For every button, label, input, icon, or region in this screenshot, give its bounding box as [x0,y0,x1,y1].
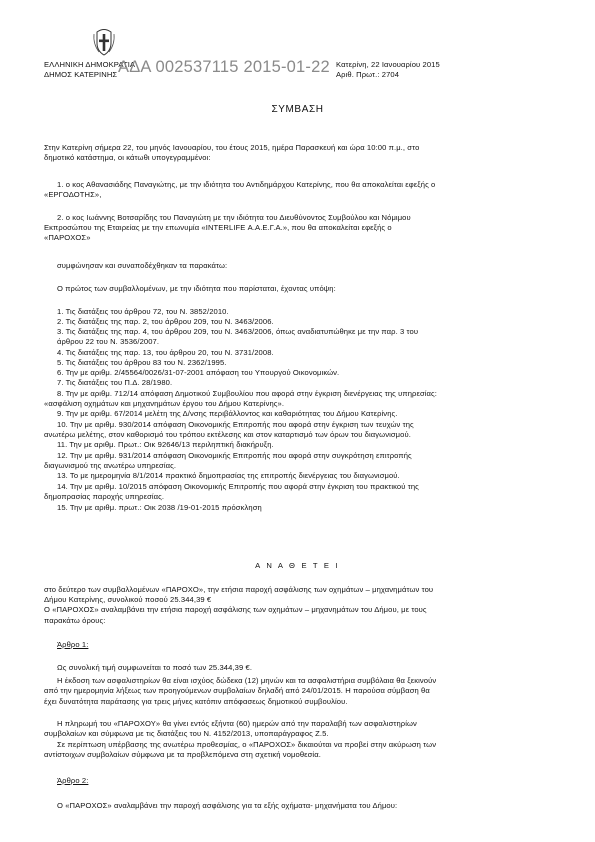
article1-p2-line-1: Η πληρωμή του «ΠΑΡΟΧΟΥ» θα γίνει εντός εξήντα (60) ημερών από την παραλαβή των ασφαλιστηρίων [57,719,417,728]
party2-line-1: 2. ο κος Ιωάννης Βοτσαρίδης του Παναγιώτη με την ιδιότητα του Διευθύνοντος Συμβούλου και Νόμιμου [57,213,411,222]
party2-line-3: «ΠΑΡΟΧΟΣ» [44,233,91,242]
intro-line-1: Στην Κατερίνη σήμερα 22, του μηνός Ιανουαρίου, του έτους 2015, ημέρα Παρασκευή και ώρα 10:00 π.μ., στο [44,143,420,152]
party1-line-2: «ΕΡΓΟΔΟΤΗΣ», [44,190,102,199]
assign-line-3: Ο «ΠΑΡΟΧΟΣ» αναλαμβάνει την ετήσια παροχή ασφάλισης των οχημάτων – μηχανημάτων του Δήμου, με τους [44,605,427,614]
article1-p2-line-3: Σε περίπτωση υπέρβασης της ανωτέρω προθεσμίας, ο «ΠΑΡΟΧΟΣ» δικαιούται να προβεί στην ακύρωση των [57,740,437,749]
list-item: 2. Τις διατάξεις της παρ. 2, του άρθρου 209, του Ν. 3463/2006. [57,317,274,326]
document-title: ΣΥΜΒΑΣΗ [271,104,324,115]
article1-p1-line-3: έχει δυνατότητα παράτασης για τρεις μήνες κατόπιν απόφασεως δημοτικού συμβουλίου. [44,697,348,706]
list-item: 10. Την με αριθμ. 930/2014 απόφαση Οικονομικής Επιτροπής που αφορά στην έγκριση των τευχών της [57,420,414,429]
assigns-heading: Α Ν Α Θ Ε Τ Ε Ι [255,561,340,570]
list-item: άρθρου 22 του Ν. 3536/2007. [57,337,160,346]
list-item: διαγωνισμού της ανωτέρω υπηρεσίας. [44,461,177,470]
list-item: 1. Τις διατάξεις του άρθρου 72, του Ν. 3852/2010. [57,307,229,316]
article1-price: Ως συνολική τιμή συμφωνείται το ποσό των 25.344,39 €. [57,663,253,672]
list-item: 7. Τις διατάξεις του Π.Δ. 28/1980. [57,378,173,387]
list-item: 3. Τις διατάξεις της παρ. 4, του άρθρου 209, του Ν. 3463/2006, όπως αναδιατυπώθηκε με την παρ. 3 του [57,327,419,336]
list-item: 14. Την με αριθμ. 10/2015 απόφαση Οικονομικής Επιτροπής που αφορά στην έγκριση του πρακτικού της [57,482,419,491]
greek-coat-of-arms-icon [92,28,116,56]
ada-watermark: ΑΔΑ 002537115 2015-01-22 [118,58,330,76]
list-item: 9. Την με αριθμ. 67/2014 μελέτη της Δ/νσης περιβάλλοντος και καθαριότητας του Δήμου Κατερίνης. [57,409,398,418]
list-item: 11. Την με αριθμ. Πρωτ.: Οικ 92646/13 περιληπτική διακήρυξη. [57,440,274,449]
article1-p2-line-2: συμβολαίων και σύμφωνα με τις διατάξεις του Ν. 4152/2013, υποπαράγραφος Ζ.5. [44,729,329,738]
assign-line-2: Δήμου Κατερίνης, συνολικού ποσού 25.344,39 € [44,595,212,604]
article2-text: Ο «ΠΑΡΟΧΟΣ» αναλαμβάνει την παροχή ασφάλισης για τα εξής οχήματα- μηχανήματα του Δήμου: [57,801,398,810]
list-item: 15. Την με αριθμ. πρωτ.: Οικ 2038 /19-01-2015 πρόσκληση [57,503,262,512]
org-line-1: ΕΛΛΗΝΙΚΗ ΔΗΜΟΚΡΑΤΙΑ [44,60,136,69]
list-item: 12. Την με αριθμ. 931/2014 απόφαση Οικονομικής Επιτροπής που αφορά στην συγκρότηση επιτροπής [57,451,412,460]
article1-p1-line-1: Η έκδοση των ασφαλιστηρίων θα είναι ισχύος δώδεκα (12) μηνών και τα ασφαλιστήρια συμβόλαια θα ξεκινούν [57,676,437,685]
list-item: ανωτέρω μελέτης, στον καθορισμό του τρόπου εκτέλεσης και στον καταρτισμό των όρων του διαγωνισμού. [44,430,411,439]
assign-line-4: παρακάτω όρους: [44,616,106,625]
document-date: Κατερίνη, 22 Ιανουαρίου 2015 [336,60,440,69]
list-item: 6. Την με αριθμ. 2/45564/0026/31-07-2001 απόφαση του Υπουργού Οικονομικών. [57,368,340,377]
party2-line-2: Εκπροσώπου της Εταιρείας με την επωνυμία «INTERLIFE Α.Α.Ε.Γ.Α.», που θα αποκαλείται εφεξής ο [44,223,392,232]
list-item: 4. Τις διατάξεις της παρ. 13, του άρθρου 20, του Ν. 3731/2008. [57,348,274,357]
list-item: 5. Τις διατάξεις του άρθρου 83 του Ν. 2362/1995. [57,358,227,367]
article2-heading: Άρθρο 2: [57,776,89,785]
article1-p2-line-4: αντίστοιχων συμβολαίων σύμφωνα με τα προβλεπόμενα στη σχετική νομοθεσία. [44,750,321,759]
agreed-line: συμφώνησαν και συναποδέχθηκαν τα παρακάτω: [57,261,228,270]
list-item: δημοπρασίας παροχής υπηρεσίας. [44,492,165,501]
article1-heading: Άρθρο 1: [57,640,89,649]
org-line-2: ΔΗΜΟΣ ΚΑΤΕΡΙΝΗΣ [44,70,118,79]
list-item: 13. Το με ημερομηνία 8/1/2014 πρακτικό δημοπρασίας της επιτροπής διενέργειας του διαγωνισμού. [57,471,400,480]
intro-line-2: δημοτικό κατάστημα, οι κάτωθι υπογεγραμμένοι: [44,153,211,162]
first-party-line: Ο πρώτος των συμβαλλομένων, με την ιδιότητα που παρίσταται, έχοντας υπόψη: [57,284,336,293]
article1-p1-line-2: από την ημερομηνία λήξεως των προηγούμενων συμβολαίων δηλαδή από 24/01/2015. Η παρούσα σύμβαση θα [44,686,430,695]
list-item: «ασφάλιση οχημάτων και μηχανημάτων έργου του Δήμου Κατερίνης». [44,399,285,408]
protocol-number: Αριθ. Πρωτ.: 2704 [336,70,400,79]
list-item: 8. Την με αριθμ. 712/14 απόφαση Δημοτικού Συμβουλίου που αφορά στην έγκριση διενέργειας της υπηρεσίας: [57,389,437,398]
party1-line-1: 1. ο κος Αθανασιάδης Παναγιώτης, με την ιδιότητα του Αντιδημάρχου Κατερίνης, που θα αποκαλείται εφεξής ο [57,180,436,189]
assign-line-1: στο δεύτερο των συμβαλλομένων «ΠΑΡΟΧΟ», την ετήσια παροχή ασφάλισης των οχημάτων – μηχανημάτων του [44,585,434,594]
